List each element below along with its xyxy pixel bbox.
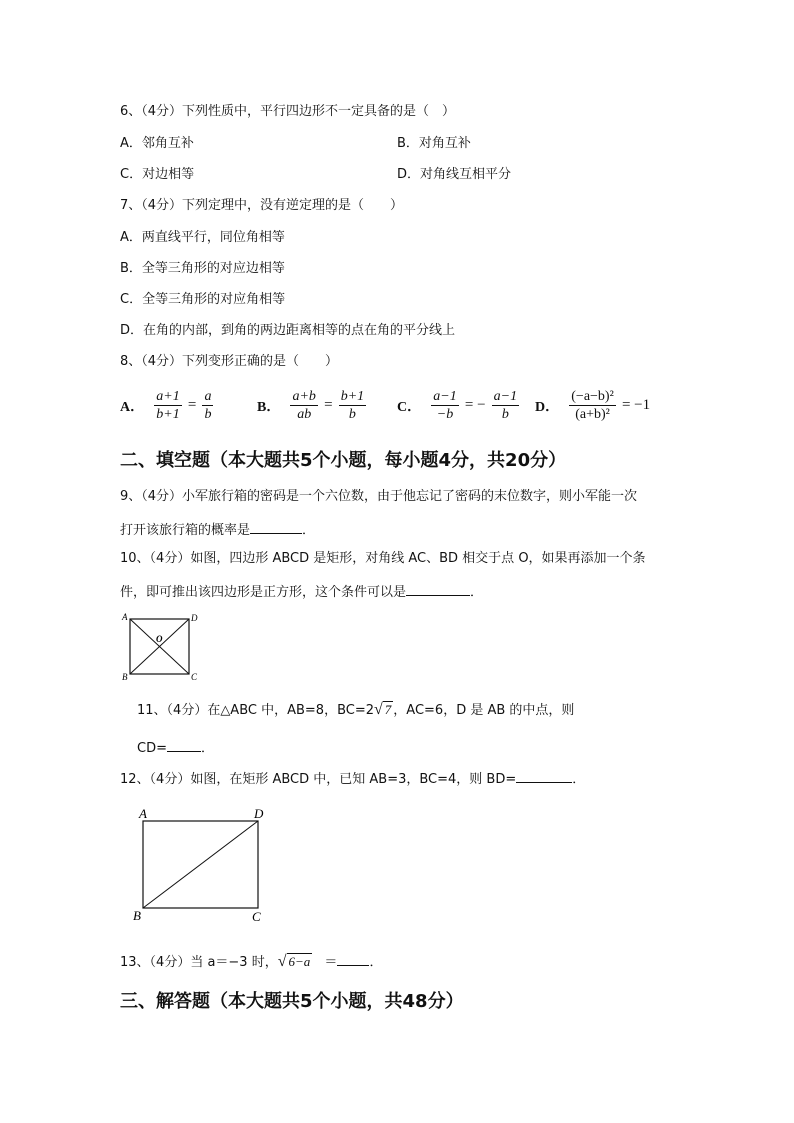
section-3-heading: 三、解答题（本大题共5个小题，共48分） [120,991,464,1012]
numerator: a+1 [156,389,180,404]
numerator: (−a−b)² [571,389,614,404]
diagonal-bd [143,821,258,908]
q9-line-2 [120,520,315,539]
q12-answer-blank[interactable] [516,769,572,783]
q6-option-b: B．对角互补 [397,136,471,151]
q11-line-1a: 11、（4分）在△ABC 中，AB=8，BC=2 [137,703,375,718]
q7-stem: 7、（4分）下列定理中，没有逆定理的是（ ） [120,198,404,213]
denominator: (a+b)² [575,407,610,422]
q7-option-b: B．全等三角形的对应边相等 [120,261,285,276]
q8-c-fraction-right [492,388,519,423]
label-d: D [191,613,198,623]
q8-label-d: D． [535,399,560,415]
denominator: b [348,407,356,422]
q11-line-2-text: CD= [137,741,167,756]
denominator: b [204,407,212,422]
period: ． [572,772,586,787]
q11-answer-blank[interactable] [167,738,201,752]
equals-sign: = [187,397,197,413]
q10-line-2-text: 件，即可推出该四边形是正方形，这个条件可以是 [120,585,407,600]
q13-answer-blank[interactable] [337,952,369,966]
period: ． [470,585,484,600]
q8-label-a: A． [120,399,145,415]
q12-stem: 12、（4分）如图，在矩形 ABCD 中，已知 AB=3，BC=4，则 BD= [120,772,517,787]
label-b: B [133,908,141,923]
q10-square-figure [118,610,202,684]
numerator: a [204,389,212,404]
q8-b-fraction-right [339,388,366,423]
denominator: b [501,407,509,422]
label-a: A [139,806,147,821]
q7-option-a: A．两直线平行，同位角相等 [120,230,285,245]
period: ． [302,523,316,538]
q8-d-fraction [569,388,616,423]
q6-option-c: C．对边相等 [120,167,195,182]
q11-radicand: 7 [384,702,392,717]
q8-label-b: B． [257,399,281,415]
q8-a-fraction-left [154,388,181,423]
label-c: C [191,672,198,682]
q10-line-2 [120,582,483,601]
q9-line-2-text: 打开该旅行箱的概率是 [120,523,251,538]
radical-sign: √ [277,953,287,970]
q8-option-d [535,388,652,423]
q8-b-fraction-left [290,388,317,423]
q13-equals: ＝ [324,955,338,970]
radical-sign: √ [374,701,383,718]
denominator: b+1 [156,407,180,422]
q7-option-d: D．在角的内部，到角的两边距离相等的点在角的平分线上 [120,323,456,338]
denominator: ab [297,407,312,422]
numerator: b+1 [340,389,365,404]
numerator: a+b [292,389,316,404]
equals-sign: = [324,397,333,413]
label-d: D [254,806,264,821]
q8-c-fraction-left [431,388,458,423]
q8-option-a [120,388,213,423]
q8-label-c: C． [397,399,422,415]
q10-line-1: 10、（4分）如图，四边形 ABCD 是矩形，对角线 AC、BD 相交于点 O，如果再添加一个条 [120,551,646,566]
q8-option-b [257,388,366,423]
q6-option-a: A．邻角互补 [120,136,194,151]
label-c: C [252,909,261,924]
q9-answer-blank[interactable] [250,520,302,534]
q10-answer-blank[interactable] [406,582,470,596]
equals-minus: = − [464,397,486,413]
q12-rectangle-figure [130,803,275,925]
q11-line-1 [137,702,574,719]
equals-minus-one: = −1 [621,397,651,413]
q6-stem: 6、（4分）下列性质中，平行四边形不一定具备的是（ ） [120,104,456,119]
period: ． [369,955,383,970]
q11-line-2 [137,738,214,757]
q13-radicand: 6−a [288,954,311,969]
q7-option-c: C．全等三角形的对应角相等 [120,292,286,307]
q13-text-a: 13、（4分）当 a＝−3 时， [120,955,278,970]
denominator: −b [436,407,454,422]
label-b: B [122,672,128,682]
q12-line [120,769,585,788]
q8-a-fraction-right [202,388,213,423]
numerator: a−1 [433,389,457,404]
q11-line-1b: ，AC=6，D 是 AB 的中点，则 [393,703,575,718]
q6-option-d: D．对角线互相平分 [397,167,512,182]
period: ． [200,741,214,756]
numerator: a−1 [493,389,518,404]
q13-line [120,952,382,971]
q9-line-1: 9、（4分）小军旅行箱的密码是一个六位数，由于他忘记了密码的末位数字，则小军能一次 [120,489,638,504]
label-o: O [156,634,163,644]
q8-stem: 8、（4分）下列变形正确的是（ ） [120,354,339,369]
label-a: A [122,612,128,622]
section-2-heading: 二、填空题（本大题共5个小题，每小题4分，共20分） [120,450,567,471]
q8-option-c [397,388,519,423]
